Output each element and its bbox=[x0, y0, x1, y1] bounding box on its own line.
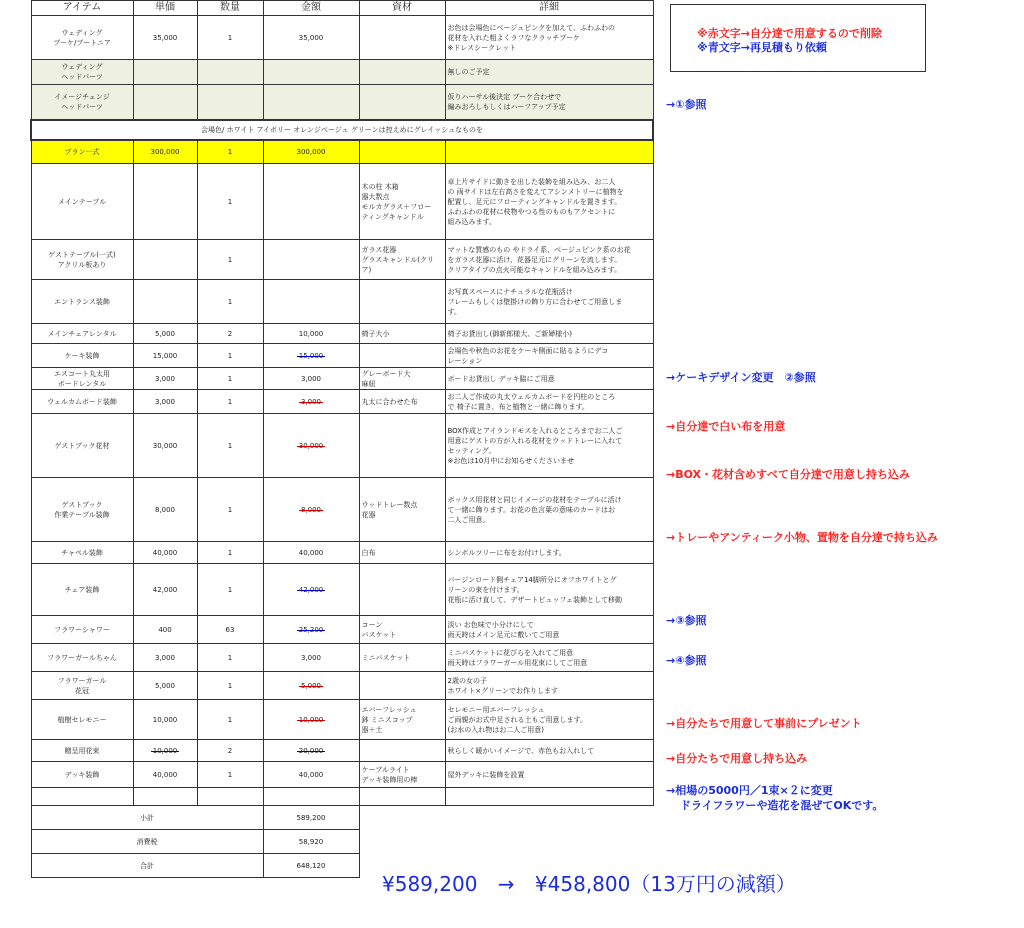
material-cell: コーン バスケット bbox=[359, 616, 445, 644]
qty-cell: 2 bbox=[197, 740, 263, 762]
qty-cell: 63 bbox=[197, 616, 263, 644]
qty-cell: 1 bbox=[197, 644, 263, 672]
qty-cell: 1 bbox=[197, 280, 263, 324]
note-dried-flowers: ドライフラワーや造花を混ぜてOKです。 bbox=[680, 799, 884, 812]
item-cell: イメージチェンジ ヘッドパーツ bbox=[31, 85, 133, 120]
table-row bbox=[31, 368, 653, 390]
tax-value: 58,920 bbox=[263, 830, 359, 854]
note-ref-3: →③参照 bbox=[666, 614, 707, 627]
venue-color-notice: 会場色/ ホワイト アイボリー オレンジベージュ グリーンは控えめにグレイッシュなものを bbox=[31, 120, 653, 140]
unit-price-cell: 3,000 bbox=[133, 390, 197, 414]
amount-cell bbox=[263, 164, 359, 240]
qty-cell: 1 bbox=[197, 240, 263, 280]
qty-cell: 1 bbox=[197, 542, 263, 564]
item-cell: エントランス装飾 bbox=[31, 280, 133, 324]
amount-cell bbox=[263, 344, 359, 368]
material-cell bbox=[359, 140, 445, 164]
detail-cell: 会場色や秋色のお花をケーキ側面に貼るようにデコ レーション bbox=[445, 344, 653, 368]
amount-cell: 10,000 bbox=[263, 324, 359, 344]
qty-cell: 1 bbox=[197, 368, 263, 390]
amount-cell: 3,000 bbox=[263, 644, 359, 672]
amount-cell bbox=[263, 740, 359, 762]
detail-cell: シンボルツリーに布をお付けします。 bbox=[445, 542, 653, 564]
qty-cell: 1 bbox=[197, 390, 263, 414]
material-cell bbox=[359, 414, 445, 478]
detail-cell: 淡い お色味で小分けにして 雨天時はメイン足元に敷いてご用意 bbox=[445, 616, 653, 644]
note-ref-1: →①参照 bbox=[666, 98, 707, 111]
detail-cell: 仮りハーサル後決定 ブーケ合わせで 編みおろしもしくはハーフアップ予定 bbox=[445, 85, 653, 120]
detail-cell: ボードお貸出し デッキ脇にご用意 bbox=[445, 368, 653, 390]
qty-cell bbox=[197, 60, 263, 85]
table-row bbox=[31, 414, 653, 478]
amount-cell: 300,000 bbox=[263, 140, 359, 164]
subtotal-label: 小計 bbox=[31, 806, 263, 830]
table-row bbox=[31, 616, 653, 644]
struck-amount: 30,000 bbox=[298, 441, 324, 450]
item-cell: デッキ装飾 bbox=[31, 762, 133, 788]
header-material: 資材 bbox=[359, 1, 445, 16]
struck-amount: 3,000 bbox=[300, 397, 322, 406]
material-cell: グレーボード大 麻紐 bbox=[359, 368, 445, 390]
note-present: →自分たちで用意して事前にプレゼント bbox=[666, 717, 862, 730]
struck-amount: 25,200 bbox=[298, 625, 324, 634]
detail-cell: 2歳の女の子 ホワイト×グリーンでお作りします bbox=[445, 672, 653, 700]
material-cell: 白布 bbox=[359, 542, 445, 564]
subtotal-value: 589,200 bbox=[263, 806, 359, 830]
qty-cell: 1 bbox=[197, 414, 263, 478]
item-cell: 植樹セレモニー bbox=[31, 700, 133, 740]
material-cell bbox=[359, 60, 445, 85]
table-row bbox=[31, 16, 653, 60]
item-cell: ウェディング ヘッドパーツ bbox=[31, 60, 133, 85]
unit-price-cell: 10,000 bbox=[133, 700, 197, 740]
unit-price-cell bbox=[133, 60, 197, 85]
empty-row bbox=[31, 788, 653, 806]
item-cell: プラン一式 bbox=[31, 140, 133, 164]
header-row bbox=[31, 1, 653, 16]
summary-arrow: → bbox=[497, 872, 515, 896]
detail-cell bbox=[445, 140, 653, 164]
item-cell: ゲストテーブル(一式) アクリル板あり bbox=[31, 240, 133, 280]
detail-cell: 秋らしく暖かいイメージで、赤色もお入れして bbox=[445, 740, 653, 762]
detail-cell: ボックス用花材と同じイメージの花材をテーブルに活け て一緒に飾ります。お花の色言葉の意味のカードはお 二人ご用意。 bbox=[445, 478, 653, 542]
header-item: アイテム bbox=[31, 1, 133, 16]
unit-price-cell: 40,000 bbox=[133, 542, 197, 564]
item-cell: メインテーブル bbox=[31, 164, 133, 240]
amount-cell bbox=[263, 280, 359, 324]
subtotal-row bbox=[31, 806, 653, 830]
unit-price-cell: 300,000 bbox=[133, 140, 197, 164]
item-cell: ウェルカムボード装飾 bbox=[31, 390, 133, 414]
summary-after: ¥458,800（13万円の減額） bbox=[534, 872, 796, 896]
material-cell bbox=[359, 564, 445, 616]
unit-price-cell: 30,000 bbox=[133, 414, 197, 478]
struck-amount: 10,000 bbox=[298, 715, 324, 724]
detail-cell: お写真スペースにナチュラルな花瓶活け フレームもしくは壁掛けの飾り方に合わせてご用意しま す。 bbox=[445, 280, 653, 324]
table-row bbox=[31, 644, 653, 672]
detail-cell: 無しのご予定 bbox=[445, 60, 653, 85]
item-cell: 贈呈用花束 bbox=[31, 740, 133, 762]
table-row bbox=[31, 762, 653, 788]
detail-cell: マットな質感のもの やドライ系、ベージュピンク系のお花 をガラス花器に活け、花器足元にグリーンを流します。 クリアタイプの点火可能なキャンドルを組み込みます。 bbox=[445, 240, 653, 280]
header-qty: 数量 bbox=[197, 1, 263, 16]
unit-price-cell: 42,000 bbox=[133, 564, 197, 616]
unit-price-cell: 8,000 bbox=[133, 478, 197, 542]
table-row bbox=[31, 542, 653, 564]
unit-price-cell: 15,000 bbox=[133, 344, 197, 368]
amount-cell bbox=[263, 616, 359, 644]
amount-cell bbox=[263, 390, 359, 414]
struck-amount: 5,000 bbox=[300, 681, 322, 690]
tax-row bbox=[31, 830, 653, 854]
table-row bbox=[31, 164, 653, 240]
qty-cell: 1 bbox=[197, 700, 263, 740]
price-change-summary bbox=[382, 868, 810, 897]
note-bouquet-change: →相場の5000円／1束×２に変更 bbox=[666, 784, 833, 797]
struck-unit-price: 10,000 bbox=[152, 746, 178, 755]
amount-cell bbox=[263, 478, 359, 542]
material-cell bbox=[359, 16, 445, 60]
qty-cell: 1 bbox=[197, 16, 263, 60]
summary-before: ¥589,200 bbox=[382, 872, 478, 896]
item-cell: ゲストブック花材 bbox=[31, 414, 133, 478]
item-cell: ウェディング ブーケ/ブートニア bbox=[31, 16, 133, 60]
amount-cell bbox=[263, 672, 359, 700]
table-row bbox=[31, 280, 653, 324]
amount-cell: 3,000 bbox=[263, 368, 359, 390]
table-row bbox=[31, 672, 653, 700]
item-cell: メインチェアレンタル bbox=[31, 324, 133, 344]
legend-red: ※赤文字→自分達で用意するので削除 bbox=[697, 27, 882, 40]
unit-price-cell bbox=[133, 164, 197, 240]
notice-row bbox=[31, 120, 653, 140]
struck-amount: 42,000 bbox=[298, 585, 324, 594]
table-row bbox=[31, 478, 653, 542]
qty-cell: 1 bbox=[197, 164, 263, 240]
struck-amount: 8,000 bbox=[300, 505, 322, 514]
material-cell: ウッドトレー数点 花器 bbox=[359, 478, 445, 542]
table-row bbox=[31, 564, 653, 616]
table-row bbox=[31, 240, 653, 280]
note-box-materials: →BOX・花材含めすべて自分達で用意し持ち込み bbox=[666, 468, 910, 481]
table-row bbox=[31, 700, 653, 740]
unit-price-cell bbox=[133, 740, 197, 762]
note-ref-4: →④参照 bbox=[666, 654, 707, 667]
detail-cell: 屋外デッキに装飾を設置 bbox=[445, 762, 653, 788]
qty-cell: 1 bbox=[197, 762, 263, 788]
header-unit-price: 単価 bbox=[133, 1, 197, 16]
unit-price-cell: 3,000 bbox=[133, 368, 197, 390]
item-cell: ゲストブック 作業テーブル装飾 bbox=[31, 478, 133, 542]
amount-cell bbox=[263, 60, 359, 85]
unit-price-cell: 5,000 bbox=[133, 672, 197, 700]
qty-cell: 1 bbox=[197, 344, 263, 368]
header-amount: 金額 bbox=[263, 1, 359, 16]
material-cell: ケーブルライト デッキ装飾用の棒 bbox=[359, 762, 445, 788]
color-legend-box bbox=[670, 4, 926, 72]
detail-cell: BOX作成とアイランドモスを入れるところまでお二人ご 用意にゲストの方が入れる花材をウッドトレーに入れて セッティング。 ※お色は10月中にお知らせくださいませ bbox=[445, 414, 653, 478]
amount-cell: 40,000 bbox=[263, 762, 359, 788]
amount-cell bbox=[263, 85, 359, 120]
estimate-table bbox=[30, 0, 654, 878]
total-value: 648,120 bbox=[263, 854, 359, 878]
material-cell bbox=[359, 344, 445, 368]
amount-cell bbox=[263, 414, 359, 478]
qty-cell: 1 bbox=[197, 672, 263, 700]
amount-cell: 35,000 bbox=[263, 16, 359, 60]
legend-blue: ※青文字→再見積もり依頼 bbox=[697, 41, 827, 54]
table-row bbox=[31, 140, 653, 164]
material-cell bbox=[359, 85, 445, 120]
item-cell: フラワーガール 花冠 bbox=[31, 672, 133, 700]
material-cell bbox=[359, 740, 445, 762]
total-label: 合計 bbox=[31, 854, 263, 878]
material-cell bbox=[359, 280, 445, 324]
amount-cell bbox=[263, 564, 359, 616]
amount-cell bbox=[263, 240, 359, 280]
material-cell: ミニバスケット bbox=[359, 644, 445, 672]
table-row bbox=[31, 324, 653, 344]
item-cell: フラワーシャワー bbox=[31, 616, 133, 644]
header-detail: 詳細 bbox=[445, 1, 653, 16]
note-bring-own: →自分たちで用意し持ち込み bbox=[666, 752, 808, 765]
material-cell: 丸太に合わせた布 bbox=[359, 390, 445, 414]
material-cell: 木の柱 木箱 器大数点 モルカグラス＋フロー ティングキャンドル bbox=[359, 164, 445, 240]
struck-amount: 15,000 bbox=[298, 351, 324, 360]
material-cell: ガラス花器 グラスキャンドル(クリア) bbox=[359, 240, 445, 280]
item-cell: チェア装飾 bbox=[31, 564, 133, 616]
table-row bbox=[31, 344, 653, 368]
material-cell: 椅子大小 bbox=[359, 324, 445, 344]
table-row bbox=[31, 740, 653, 762]
unit-price-cell: 3,000 bbox=[133, 644, 197, 672]
detail-cell: バージンロード側チェア14脚所分にオフホワイトとグ リーンの束を付けます。 花瓶に活け直して、デザートビュッフェ装飾として移動 bbox=[445, 564, 653, 616]
note-cake-design: →ケーキデザイン変更 ②参照 bbox=[666, 371, 816, 384]
amount-cell bbox=[263, 700, 359, 740]
material-cell bbox=[359, 672, 445, 700]
note-white-cloth: →自分達で白い布を用意 bbox=[666, 420, 786, 433]
note-tray-antiques: →トレーやアンティーク小物、置物を自分達で持ち込み bbox=[666, 531, 938, 544]
detail-cell: ミニバスケットに花びらを入れてご用意 雨天時はフラワーガール用花束にしてご用意 bbox=[445, 644, 653, 672]
tax-label: 消費税 bbox=[31, 830, 263, 854]
detail-cell: お色は会場色にベージュピンクを加えて、ふわふわの 花材を入れた粗よくラフなクラッチブーケ ※ドレスシークレット bbox=[445, 16, 653, 60]
unit-price-cell: 400 bbox=[133, 616, 197, 644]
table-row bbox=[31, 60, 653, 85]
struck-amount: 20,000 bbox=[298, 746, 324, 755]
unit-price-cell bbox=[133, 85, 197, 120]
material-cell: エバーフレッシュ 鉢 ミニスコップ 器＋土 bbox=[359, 700, 445, 740]
unit-price-cell: 35,000 bbox=[133, 16, 197, 60]
qty-cell: 1 bbox=[197, 564, 263, 616]
unit-price-cell: 5,000 bbox=[133, 324, 197, 344]
qty-cell bbox=[197, 85, 263, 120]
qty-cell: 1 bbox=[197, 140, 263, 164]
item-cell: フラワーガールちゃん bbox=[31, 644, 133, 672]
amount-cell: 40,000 bbox=[263, 542, 359, 564]
detail-cell: 卓上片サイドに動きを出した装飾を組み込み、お二人 の 両サイドは左右高さを変えてアシンメトリーに植物を 配置し、足元にフローティングキャンドルを置きます。 ふわふわの花材に枝物やつる性のものもアクセントに 組み込みます。 bbox=[445, 164, 653, 240]
unit-price-cell bbox=[133, 280, 197, 324]
item-cell: エスコート丸太用 ボードレンタル bbox=[31, 368, 133, 390]
table-row bbox=[31, 390, 653, 414]
item-cell: ケーキ装飾 bbox=[31, 344, 133, 368]
detail-cell: お二人ご作成の丸太ウェルカムボードを円柱のところ で 椅子に置き、布と植物と一緒に飾ります。 bbox=[445, 390, 653, 414]
unit-price-cell: 40,000 bbox=[133, 762, 197, 788]
qty-cell: 2 bbox=[197, 324, 263, 344]
table-row bbox=[31, 85, 653, 120]
unit-price-cell bbox=[133, 240, 197, 280]
item-cell: チャペル装飾 bbox=[31, 542, 133, 564]
qty-cell: 1 bbox=[197, 478, 263, 542]
detail-cell: セレモニー用エバーフレッシュ ご両親がお式中足される土もご用意します。 (お水の入れ物はお二人ご用意) bbox=[445, 700, 653, 740]
detail-cell: 椅子お貸出し(御新郎様大、ご新婦様小) bbox=[445, 324, 653, 344]
